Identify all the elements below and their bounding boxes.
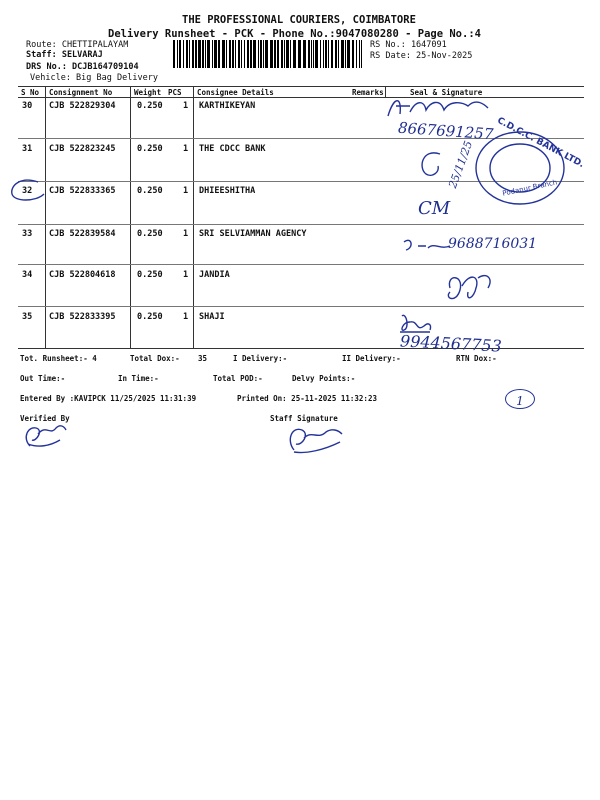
row-consignee: KARTHIKEYAN — [199, 101, 256, 111]
row-weight: 0.250 — [137, 101, 163, 111]
barcode-bar — [202, 40, 204, 68]
barcode-bar — [214, 40, 217, 68]
row-pcs: 1 — [183, 312, 189, 322]
company-name: THE PROFESSIONAL COURIERS, COIMBATORE — [182, 14, 416, 26]
entered-by: Entered By :KAVIPCK 11/25/2025 11:31:39 — [20, 394, 197, 403]
drs-number: DRS No.: DCJB164709104 — [26, 62, 139, 72]
stamp-text: C.D.C.C. BANK LTD. — [495, 115, 586, 171]
signature-row31 — [416, 148, 446, 180]
barcode-bar — [205, 40, 206, 68]
total-dox-label: Total Dox:- — [130, 354, 180, 363]
barcode-bar — [186, 40, 188, 68]
barcode-bar — [241, 40, 242, 68]
handwritten-phone-row35: 9944567753 — [399, 331, 503, 356]
barcode-bar — [179, 40, 181, 68]
barcode-bar — [189, 40, 190, 68]
barcode-bar — [183, 40, 184, 68]
barcode-bar — [293, 40, 296, 68]
col-sno: S No — [21, 88, 40, 97]
row-consignment: CJB 522839584 — [49, 229, 116, 239]
circled-number — [505, 389, 535, 409]
barcode-bar — [198, 40, 201, 68]
runsheet-title: Delivery Runsheet - PCK - Phone No.:9047080280 - Page No.:4 — [108, 28, 481, 40]
circled-number-text: 1 — [516, 394, 524, 408]
row-consignment: CJB 522829304 — [49, 101, 116, 111]
barcode-bar — [253, 40, 256, 68]
barcode-bar — [212, 40, 213, 68]
barcode-bar — [244, 40, 245, 68]
col-consignee: Consignee Details — [197, 88, 274, 97]
barcode-bar — [265, 40, 268, 68]
barcode — [171, 40, 367, 68]
bank-stamp — [472, 115, 586, 208]
handwritten-date-row31: 25/11/25 — [446, 139, 476, 190]
barcode-bar — [274, 40, 276, 68]
row-weight: 0.250 — [137, 186, 163, 196]
barcode-bar — [192, 40, 194, 68]
row-weight: 0.250 — [137, 312, 163, 322]
barcode-bar — [173, 40, 175, 68]
handwritten-row32: CM — [418, 198, 451, 219]
barcode-bar — [232, 40, 234, 68]
barcode-bar — [320, 40, 321, 68]
row-consignment: CJB 522804618 — [49, 270, 116, 280]
rs-date: RS Date: 25-Nov-2025 — [370, 51, 473, 61]
stamp-branch: Podanur Branch — [501, 178, 558, 198]
barcode-bar — [328, 40, 329, 68]
barcode-bar — [315, 40, 318, 68]
barcode-bar — [281, 40, 283, 68]
barcode-bar — [284, 40, 285, 68]
barcode-bar — [250, 40, 252, 68]
printed-on: Printed On: 25-11-2025 11:32:23 — [237, 394, 377, 403]
barcode-bar — [361, 40, 362, 68]
stamp-circle-icon — [472, 128, 568, 208]
row-weight: 0.250 — [137, 144, 163, 154]
row-consignee: DHIEESHITHA — [199, 186, 256, 196]
barcode-bar — [238, 40, 240, 68]
staff-signature — [284, 420, 350, 456]
barcode-bar — [338, 40, 339, 68]
row-sno: 35 — [22, 312, 33, 322]
barcode-bar — [347, 40, 350, 68]
barcode-bar — [286, 40, 289, 68]
out-time: Out Time:- — [20, 374, 66, 383]
barcode-bar — [331, 40, 333, 68]
i-delivery: I Delivery:- — [233, 354, 288, 363]
barcode-bar — [359, 40, 360, 68]
row-weight: 0.250 — [137, 229, 163, 239]
signature-row34 — [440, 268, 500, 308]
handwritten-phone-row30: 8667691257 — [397, 118, 494, 144]
rs-number: RS No.: 1647091 — [370, 40, 447, 50]
row-sno: 34 — [22, 270, 33, 280]
row-consignment: CJB 522823245 — [49, 144, 116, 154]
col-pcs: PCS — [168, 88, 182, 97]
row-sno: 31 — [22, 144, 33, 154]
barcode-bar — [335, 40, 337, 68]
col-remarks: Remarks — [352, 88, 384, 97]
barcode-bar — [222, 40, 225, 68]
barcode-bar — [218, 40, 220, 68]
ii-delivery: II Delivery:- — [342, 354, 401, 363]
row-consignee: SHAJI — [199, 312, 225, 322]
delvy-points: Delvy Points:- — [292, 374, 356, 383]
row-sno: 33 — [22, 229, 33, 239]
barcode-bar — [303, 40, 306, 68]
in-time: In Time:- — [118, 374, 159, 383]
row-weight: 0.250 — [137, 270, 163, 280]
route: Route: CHETTIPALAYAM — [26, 40, 129, 50]
barcode-bar — [207, 40, 210, 68]
total-dox-value: 35 — [198, 354, 208, 363]
barcode-bar — [260, 40, 262, 68]
barcode-bar — [277, 40, 279, 68]
barcode-bar — [177, 40, 178, 68]
barcode-bar — [263, 40, 264, 68]
vehicle: Vehicle: Big Bag Delivery — [30, 73, 158, 83]
staff: Staff: SELVARAJ — [26, 50, 103, 60]
row-consignee: JANDIA — [199, 270, 230, 280]
col-seal-signature: Seal & Signature — [410, 88, 483, 97]
total-runsheet: Tot. Runsheet:- 4 — [20, 354, 97, 363]
barcode-bar — [290, 40, 291, 68]
barcode-bar — [341, 40, 344, 68]
barcode-bar — [270, 40, 273, 68]
row-consignment: CJB 522833395 — [49, 312, 116, 322]
barcode-bar — [195, 40, 197, 68]
barcode-bar — [226, 40, 227, 68]
barcode-bar — [325, 40, 327, 68]
row-pcs: 1 — [183, 144, 189, 154]
barcode-bar — [235, 40, 236, 68]
staff-signature-label: Staff Signature — [270, 414, 338, 423]
verified-by-label: Verified By — [20, 414, 70, 423]
handwritten-phone-row33: 9688716031 — [448, 236, 538, 252]
barcode-bar — [352, 40, 354, 68]
barcode-bar — [229, 40, 231, 68]
row-consignee: THE CDCC BANK — [199, 144, 266, 154]
barcode-bar — [356, 40, 357, 68]
row-sno: 30 — [22, 101, 33, 111]
rtn-dox: RTN Dox:- — [456, 354, 497, 363]
barcode-bar — [308, 40, 310, 68]
row-pcs: 1 — [183, 270, 189, 280]
total-pod: Total POD:- — [213, 374, 263, 383]
barcode-bar — [258, 40, 259, 68]
barcode-bar — [311, 40, 312, 68]
verified-signature — [20, 418, 70, 450]
col-weight: Weight — [134, 88, 162, 97]
barcode-bar — [323, 40, 324, 68]
row-sno: 32 — [22, 186, 33, 196]
circle-mark-row32 — [8, 176, 48, 204]
barcode-bar — [298, 40, 301, 68]
row-consignee: SRI SELVIAMMAN AGENCY — [199, 229, 307, 239]
row-consignment: CJB 522833365 — [49, 186, 116, 196]
row-pcs: 1 — [183, 186, 189, 196]
row-pcs: 1 — [183, 101, 189, 111]
row-pcs: 1 — [183, 229, 189, 239]
barcode-bar — [313, 40, 314, 68]
barcode-bar — [345, 40, 346, 68]
barcode-bar — [247, 40, 249, 68]
col-consignment: Consignment No — [49, 88, 113, 97]
